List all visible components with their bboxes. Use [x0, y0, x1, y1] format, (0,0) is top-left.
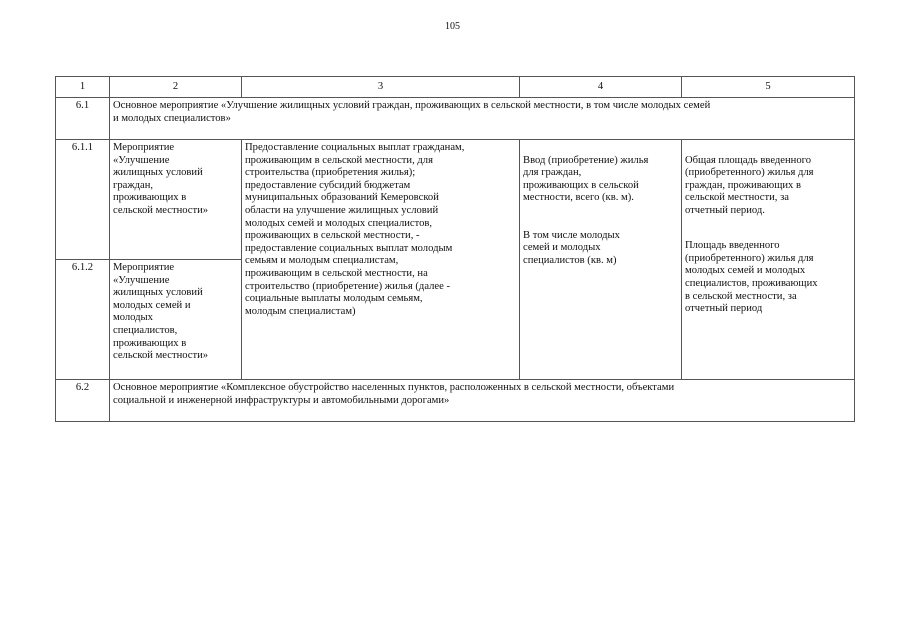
header-cell-1: 1	[56, 77, 110, 98]
row-number: 6.1	[56, 98, 110, 140]
header-cell-5: 5	[682, 77, 855, 98]
indicator-text-total: Ввод (приобретение) жилья для граждан, проживающих в сельской местности, всего (кв. м).	[523, 154, 649, 204]
header-cell-4: 4	[520, 77, 682, 98]
activity-name: Мероприятие «Улучшение жилищных условий граждан, проживающих в сельской местности»	[110, 140, 242, 260]
header-cell-2: 2	[110, 77, 242, 98]
row-number: 6.1.1	[56, 140, 110, 260]
indicator-text-young: В том числе молодых семей и молодых специалистов (кв. м)	[523, 229, 620, 266]
table-row-6-2	[56, 380, 855, 422]
activity-description: Предоставление социальных выплат гражданам, проживающим в сельской местности, для строительства (приобретения жилья); предоставление субсидий бюджетам муниципальных образований Кемеровской области на улучшение жилищных условий молодых семей и молодых специалистов, проживающих в сельской местности, - предоставление социальных выплат молодым семьям и молодым специалистам, проживающим в сельской местности, на строительство (приобретение) жилья (далее - социальные выплаты молодым семьям, молодым специалистам)	[242, 140, 520, 380]
table-row-6-1-1	[56, 140, 855, 260]
program-table	[55, 76, 855, 422]
activity-name: Мероприятие «Улучшение жилищных условий молодых семей и молодых специалистов, проживающих в сельской местности»	[110, 260, 242, 380]
page-number: 105	[445, 21, 460, 32]
header-cell-3: 3	[242, 77, 520, 98]
main-activity-text: Основное мероприятие «Улучшение жилищных условий граждан, проживающих в сельской местности, в том числе молодых семей и молодых специалистов»	[110, 98, 855, 140]
main-activity-text: Основное мероприятие «Комплексное обустройство населенных пунктов, расположенных в сельской местности, объектами социальной и инженерной инфраструктуры и автомобильными дорогами»	[110, 380, 855, 422]
row-number: 6.2	[56, 380, 110, 422]
result-cell	[682, 140, 855, 380]
header-row	[56, 77, 855, 98]
result-text-young: Площадь введенного (приобретенного) жилья для молодых семей и молодых специалистов, проживающих в сельской местности, за отчетный период	[685, 240, 818, 315]
indicator-cell	[520, 140, 682, 380]
result-text-total: Общая площадь введенного (приобретенного) жилья для граждан, проживающих в сельской местности, за отчетный период.	[685, 154, 814, 216]
table-row-6-1	[56, 98, 855, 140]
row-number: 6.1.2	[56, 260, 110, 380]
